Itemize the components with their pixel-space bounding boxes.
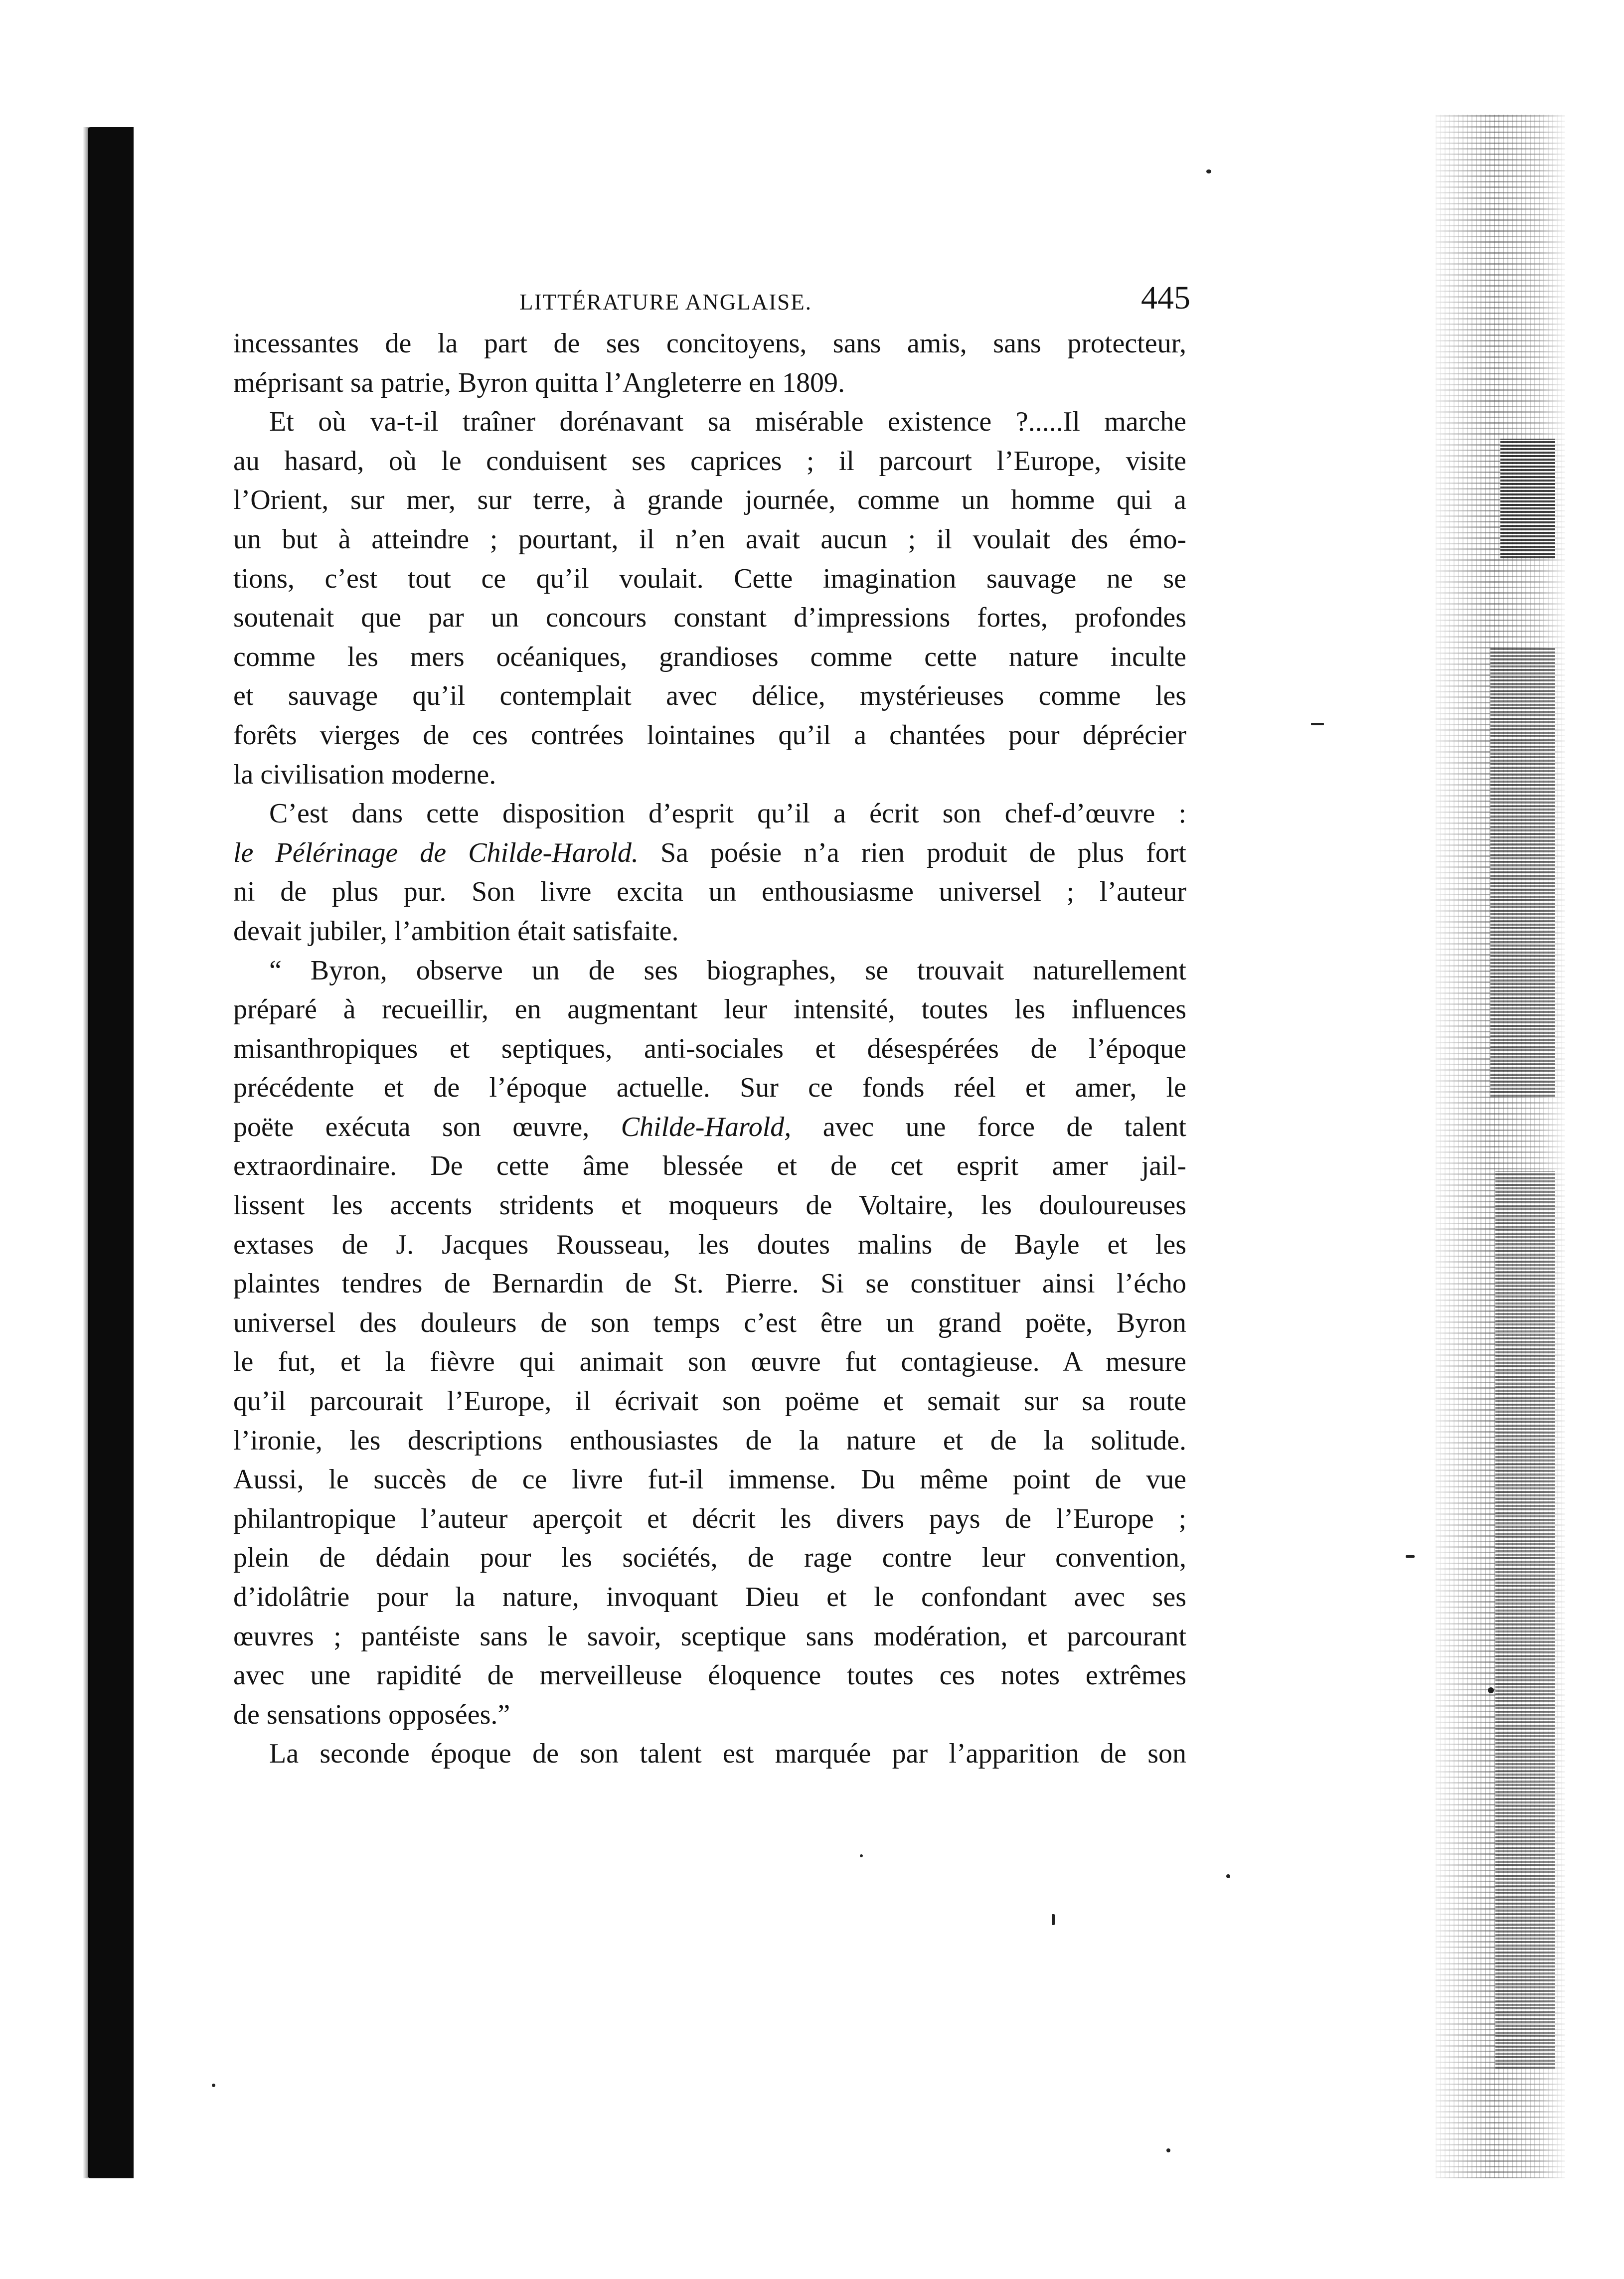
text-line: lissent les accents stridents et moqueurs de Voltaire, les douloureuses: [233, 1190, 1186, 1221]
text-line: et sauvage qu’il contemplait avec délice, mystérieuses comme les: [233, 680, 1186, 712]
text-line: “ Byron, observe un de ses biographes, se trouvait naturellement: [269, 955, 1186, 986]
text-line: qu’il parcourait l’Europe, il écrivait son poëme et semait sur sa route: [233, 1386, 1186, 1417]
text-line: Aussi, le succès de ce livre fut-il immense. Du même point de vue: [233, 1464, 1186, 1495]
text-line: préparé à recueillir, en augmentant leur intensité, toutes les influences: [233, 994, 1186, 1025]
text-line: soutenait que par un concours constant d’impressions fortes, profondes: [233, 602, 1186, 634]
scan-speck: [860, 1854, 863, 1857]
italic-title: Childe-Harold,: [621, 1111, 792, 1142]
text-line: la civilisation moderne.: [233, 759, 496, 790]
text-line: au hasard, où le conduisent ses caprices ; il parcourt l’Europe, visite: [233, 445, 1186, 477]
page-number: 445: [1141, 280, 1190, 316]
text-line: extraordinaire. De cette âme blessée et de cet esprit amer jail-: [233, 1150, 1186, 1182]
text-line: méprisant sa patrie, Byron quitta l’Angleterre en 1809.: [233, 367, 845, 398]
text-line: un but à atteindre ; pourtant, il n’en avait aucun ; il voulait des émo-: [233, 523, 1186, 555]
scan-speck: [212, 2084, 215, 2087]
text-line: le fut, et la fièvre qui animait son œuvre fut contagieuse. A mesure: [233, 1346, 1186, 1378]
page-text-column: [233, 279, 1190, 1774]
text-line: La seconde époque de son talent est marquée par l’apparition de son: [269, 1738, 1186, 1770]
text-line: extases de J. Jacques Rousseau, les doutes malins de Bayle et les: [233, 1229, 1186, 1260]
text-line: forêts vierges de ces contrées lointaines qu’il a chantées pour déprécier: [233, 719, 1186, 751]
page-edge-noise-dark: [1490, 648, 1555, 1097]
text-line: œuvres ; pantéiste sans le savoir, sceptique sans modération, et parcourant: [233, 1621, 1186, 1652]
text-line: tions, c’est tout ce qu’il voulait. Cette imagination sauvage ne se: [233, 563, 1186, 594]
text-line: universel des douleurs de son temps c’est être un grand poëte, Byron: [233, 1307, 1186, 1338]
text-line: misanthropiques et septiques, anti-sociales et désespérées de l’époque: [233, 1033, 1186, 1064]
page-binding-shadow: [88, 127, 134, 2178]
scan-speck: [1311, 723, 1324, 725]
text-line: C’est dans cette disposition d’esprit qu’il a écrit son chef-d’œuvre :: [269, 798, 1186, 829]
text-line: précédente et de l’époque actuelle. Sur ce fonds réel et amer, le: [233, 1072, 1186, 1104]
text-line: plein de dédain pour les sociétés, de rage contre leur convention,: [233, 1542, 1186, 1574]
text-line: d’idolâtrie pour la nature, invoquant Dieu et le confondant avec ses: [233, 1582, 1186, 1613]
text-line: comme les mers océaniques, grandioses comme cette nature inculte: [233, 641, 1186, 672]
page-edge-noise-dark: [1500, 439, 1555, 558]
scan-speck: [1206, 169, 1211, 173]
italic-title: le Pélérinage de Childe-Harold.: [233, 837, 639, 868]
text-line: l’Orient, sur mer, sur terre, à grande journée, comme un homme qui a: [233, 485, 1186, 516]
running-title: LITTÉRATURE ANGLAISE.: [519, 290, 812, 315]
scan-speck: [1166, 2148, 1170, 2152]
scan-speck: [1226, 1874, 1230, 1878]
page-edge-noise-dark: [1495, 1171, 1555, 2069]
text-line: l’ironie, les descriptions enthousiastes de la nature et de la solitude.: [233, 1425, 1186, 1456]
text-line: devait jubiler, l’ambition était satisfaite.: [233, 915, 679, 947]
text-line: plaintes tendres de Bernardin de St. Pierre. Si se constituer ainsi l’écho: [233, 1268, 1186, 1300]
scan-speck: [1488, 1687, 1494, 1693]
text-line: Et où va-t-il traîner dorénavant sa misérable existence ?.....Il marche: [269, 406, 1186, 438]
text-line: ni de plus pur. Son livre excita un enthousiasme universel ; l’auteur: [233, 876, 1186, 908]
text-line: avec une rapidité de merveilleuse éloquence toutes ces notes extrêmes: [233, 1660, 1186, 1691]
text-line: philantropique l’auteur aperçoit et décrit les divers pays de l’Europe ;: [233, 1503, 1186, 1534]
text-line-with-title: le Pélérinage de Childe-Harold. Sa poésie n’a rien produit de plus fort: [233, 837, 1186, 868]
text-line-with-title: poëte exécuta son œuvre, Childe-Harold, avec une force de talent: [233, 1111, 1186, 1142]
text-line: incessantes de la part de ses concitoyens, sans amis, sans protecteur,: [233, 328, 1186, 359]
scan-speck: [1052, 1914, 1055, 1925]
scan-speck: [1406, 1555, 1415, 1558]
text-line: de sensations opposées.”: [233, 1699, 510, 1730]
running-head: [233, 279, 1190, 324]
